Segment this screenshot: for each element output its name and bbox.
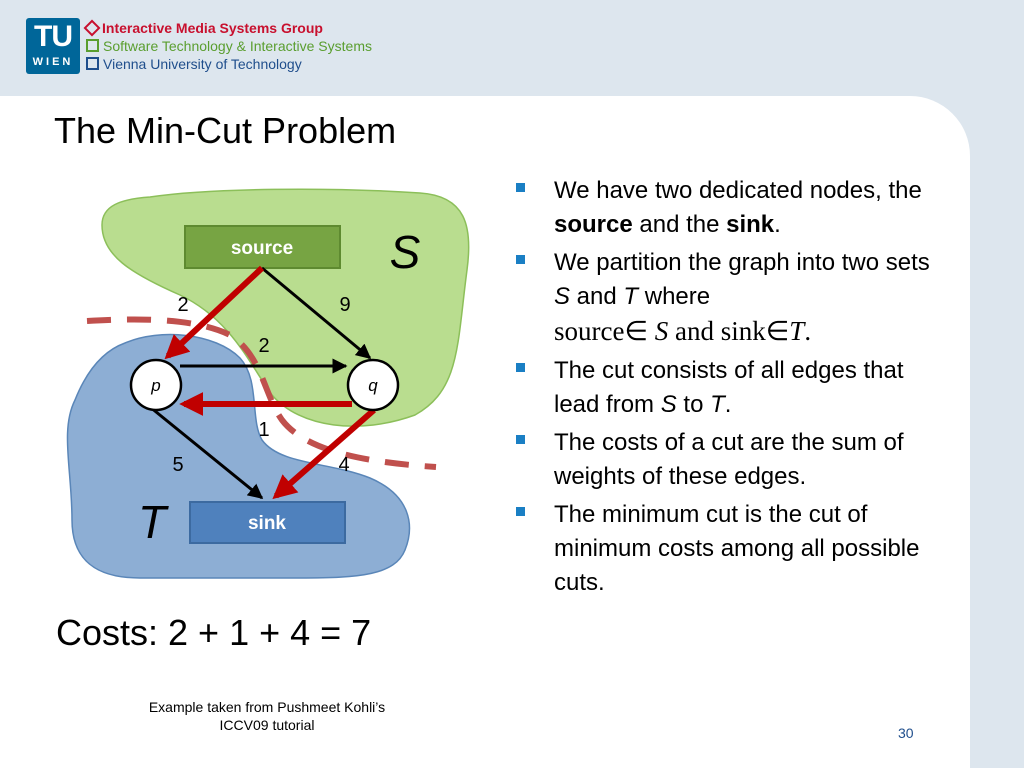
bullet-text: .	[724, 391, 732, 418]
set-s-label: S	[389, 226, 421, 278]
bullet-emphasis: S	[660, 391, 677, 418]
credit-line-1: Example taken from Pushmeet Kohli’s	[148, 699, 386, 715]
weight-p-sink: 5	[172, 454, 184, 476]
formula-source: source	[554, 316, 625, 346]
bullet-item	[516, 174, 946, 242]
logo-wien-text: WIEN	[32, 56, 74, 68]
credit-note	[112, 698, 422, 734]
set-t-label: T	[137, 496, 167, 548]
bullet-emphasis: T	[623, 283, 639, 310]
bullet-text: .	[774, 211, 781, 238]
page-number: 30	[898, 725, 914, 741]
sink-label: sink	[247, 513, 287, 534]
bullet-item	[516, 354, 946, 422]
bullet-formula	[554, 316, 811, 346]
bullet-text: where	[638, 283, 711, 310]
bullet-text: and the	[632, 211, 727, 238]
bullet-text: The costs of a cut are the sum of weights of these edges.	[554, 429, 904, 490]
node-q-label: q	[368, 376, 378, 395]
formula-element-of: ∈	[624, 316, 648, 346]
department-text: Software Technology & Interactive Systems	[103, 38, 372, 54]
weight-q-p: 1	[258, 419, 270, 441]
bullet-emphasis: source	[554, 211, 633, 238]
bullet-text: to	[676, 391, 711, 418]
square-bullet-icon	[516, 435, 525, 444]
formula-t: T	[789, 316, 805, 346]
bullet-text: The cut consists of all edges that lead from	[554, 357, 904, 418]
node-p-label: p	[151, 376, 161, 395]
group-name-text: Interactive Media Systems Group	[102, 20, 323, 36]
bullet-emphasis: sink	[726, 211, 775, 238]
square-bullet-icon	[516, 255, 525, 264]
university-text: Vienna University of Technology	[103, 56, 302, 72]
square-bullet-icon	[516, 183, 525, 192]
bullet-text: We have two dedicated nodes, the	[554, 177, 922, 204]
formula-end: .	[804, 316, 812, 346]
weight-q-sink: 4	[338, 454, 350, 476]
bullet-item	[516, 498, 946, 600]
bullet-text: The minimum cut is the cut of minimum costs among all possible cuts.	[554, 501, 920, 596]
bullet-text: and	[570, 283, 624, 310]
square-bullet-icon	[516, 507, 525, 516]
bullet-emphasis: T	[710, 391, 725, 418]
cut-costs-text: Costs: 2 + 1 + 4 = 7	[56, 612, 372, 653]
square-bullet-icon	[516, 363, 525, 372]
bullet-item	[516, 246, 946, 350]
formula-and-sink: and sink	[668, 316, 766, 346]
source-label: source	[230, 238, 294, 259]
formula-element-of: ∈	[765, 316, 790, 346]
bullet-emphasis: S	[554, 283, 571, 310]
weight-source-q: 9	[339, 294, 351, 316]
bullet-item	[516, 426, 946, 494]
bullet-list	[516, 174, 946, 604]
slide-title: The Min-Cut Problem	[54, 110, 397, 151]
logo-tu-text: TU	[34, 20, 72, 53]
formula-s: S	[654, 316, 669, 346]
bullet-text: We partition the graph into two sets	[554, 249, 930, 276]
weight-p-q: 2	[258, 335, 270, 357]
weight-source-p: 2	[177, 294, 189, 316]
credit-line-2: ICCV09 tutorial	[219, 717, 315, 733]
